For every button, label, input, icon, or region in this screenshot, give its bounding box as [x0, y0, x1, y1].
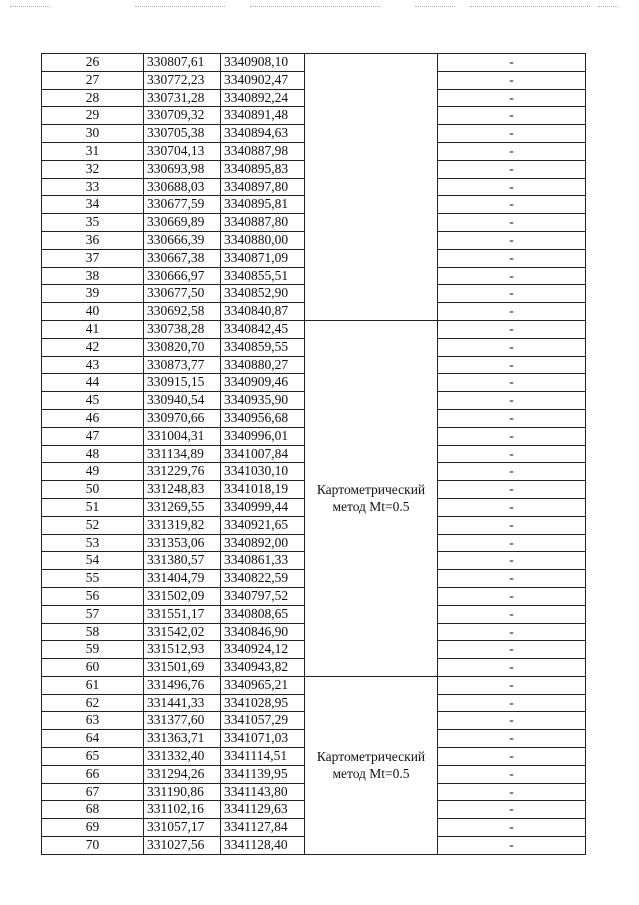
- coordinate-x: 331027,56: [144, 837, 221, 855]
- method-cell: [305, 676, 438, 854]
- note-cell: -: [438, 552, 586, 570]
- coordinate-y: 3340880,27: [221, 356, 305, 374]
- coordinate-x: 330915,15: [144, 374, 221, 392]
- coordinate-x: 330807,61: [144, 54, 221, 72]
- coordinate-x: 331229,76: [144, 463, 221, 481]
- coordinate-y: 3340956,68: [221, 409, 305, 427]
- note-cell: -: [438, 659, 586, 677]
- table-row: [42, 676, 586, 694]
- coordinate-y: 3340842,45: [221, 320, 305, 338]
- coordinate-x: 330940,54: [144, 392, 221, 410]
- coordinate-y: 3340935,90: [221, 392, 305, 410]
- note-cell: -: [438, 107, 586, 125]
- coordinate-y: 3340859,55: [221, 338, 305, 356]
- coordinate-y: 3340902,47: [221, 71, 305, 89]
- coordinate-y: 3340897,80: [221, 178, 305, 196]
- point-number: 62: [42, 694, 144, 712]
- point-number: 30: [42, 125, 144, 143]
- point-number: 40: [42, 303, 144, 321]
- note-cell: -: [438, 694, 586, 712]
- note-cell: -: [438, 837, 586, 855]
- coordinate-x: 331496,76: [144, 676, 221, 694]
- note-cell: -: [438, 498, 586, 516]
- point-number: 53: [42, 534, 144, 552]
- coordinate-y: 3340894,63: [221, 125, 305, 143]
- coordinate-x: 331294,26: [144, 765, 221, 783]
- coordinate-x: 330677,50: [144, 285, 221, 303]
- point-number: 38: [42, 267, 144, 285]
- point-number: 29: [42, 107, 144, 125]
- point-number: 39: [42, 285, 144, 303]
- coordinate-y: 3341128,40: [221, 837, 305, 855]
- point-number: 63: [42, 712, 144, 730]
- note-cell: -: [438, 356, 586, 374]
- coordinate-x: 330873,77: [144, 356, 221, 374]
- coordinate-x: 331551,17: [144, 605, 221, 623]
- point-number: 35: [42, 214, 144, 232]
- point-number: 65: [42, 748, 144, 766]
- coordinate-y: 3341139,95: [221, 765, 305, 783]
- coordinate-x: 331542,02: [144, 623, 221, 641]
- point-number: 64: [42, 730, 144, 748]
- point-number: 68: [42, 801, 144, 819]
- note-cell: -: [438, 534, 586, 552]
- table-row: [42, 320, 586, 338]
- note-cell: -: [438, 676, 586, 694]
- coordinate-y: 3340797,52: [221, 587, 305, 605]
- note-cell: -: [438, 267, 586, 285]
- coordinate-x: 330667,38: [144, 249, 221, 267]
- coordinate-y: 3340909,46: [221, 374, 305, 392]
- coordinate-x: 331501,69: [144, 659, 221, 677]
- point-number: 37: [42, 249, 144, 267]
- note-cell: -: [438, 463, 586, 481]
- coordinate-x: 330731,28: [144, 89, 221, 107]
- point-number: 60: [42, 659, 144, 677]
- note-cell: -: [438, 570, 586, 588]
- note-cell: -: [438, 801, 586, 819]
- scan-header-marks: [0, 6, 639, 10]
- coordinate-x: 330738,28: [144, 320, 221, 338]
- method-line-2: метод Mt=0.5: [332, 499, 410, 515]
- coordinate-x: 331512,93: [144, 641, 221, 659]
- coordinate-y: 3340880,00: [221, 231, 305, 249]
- coordinate-x: 331057,17: [144, 819, 221, 837]
- note-cell: -: [438, 160, 586, 178]
- coordinate-y: 3340840,87: [221, 303, 305, 321]
- method-cell: [305, 320, 438, 676]
- coordinate-y: 3340822,59: [221, 570, 305, 588]
- coordinate-x: 331441,33: [144, 694, 221, 712]
- coordinate-x: 330772,23: [144, 71, 221, 89]
- coordinate-y: 3340924,12: [221, 641, 305, 659]
- coordinate-x: 331502,09: [144, 587, 221, 605]
- point-number: 67: [42, 783, 144, 801]
- table-row: [42, 54, 586, 72]
- coordinate-x: 330666,97: [144, 267, 221, 285]
- point-number: 70: [42, 837, 144, 855]
- note-cell: -: [438, 712, 586, 730]
- coordinate-y: 3341018,19: [221, 481, 305, 499]
- coordinate-y: 3340921,65: [221, 516, 305, 534]
- coordinate-x: 331102,16: [144, 801, 221, 819]
- coordinate-x: 331404,79: [144, 570, 221, 588]
- note-cell: -: [438, 392, 586, 410]
- note-cell: -: [438, 605, 586, 623]
- point-number: 57: [42, 605, 144, 623]
- note-cell: -: [438, 641, 586, 659]
- note-cell: -: [438, 303, 586, 321]
- note-cell: -: [438, 54, 586, 72]
- coordinate-y: 3340846,90: [221, 623, 305, 641]
- note-cell: -: [438, 730, 586, 748]
- point-number: 33: [42, 178, 144, 196]
- point-number: 43: [42, 356, 144, 374]
- coordinate-x: 330705,38: [144, 125, 221, 143]
- point-number: 32: [42, 160, 144, 178]
- note-cell: -: [438, 178, 586, 196]
- note-cell: -: [438, 285, 586, 303]
- note-cell: -: [438, 516, 586, 534]
- point-number: 36: [42, 231, 144, 249]
- coordinate-y: 3340965,21: [221, 676, 305, 694]
- coordinate-x: 331319,82: [144, 516, 221, 534]
- point-number: 28: [42, 89, 144, 107]
- point-number: 69: [42, 819, 144, 837]
- coordinate-x: 330677,59: [144, 196, 221, 214]
- coordinate-y: 3341127,84: [221, 819, 305, 837]
- coordinate-y: 3340892,00: [221, 534, 305, 552]
- note-cell: -: [438, 783, 586, 801]
- point-number: 52: [42, 516, 144, 534]
- coordinate-y: 3340887,98: [221, 142, 305, 160]
- method-cell: [305, 54, 438, 321]
- note-cell: -: [438, 819, 586, 837]
- note-cell: -: [438, 249, 586, 267]
- point-number: 27: [42, 71, 144, 89]
- note-cell: -: [438, 427, 586, 445]
- point-number: 54: [42, 552, 144, 570]
- coordinate-y: 3340908,10: [221, 54, 305, 72]
- coordinate-x: 331377,60: [144, 712, 221, 730]
- coordinates-table-body: [42, 54, 586, 855]
- note-cell: -: [438, 748, 586, 766]
- point-number: 34: [42, 196, 144, 214]
- note-cell: -: [438, 409, 586, 427]
- point-number: 48: [42, 445, 144, 463]
- point-number: 58: [42, 623, 144, 641]
- coordinate-x: 330688,03: [144, 178, 221, 196]
- note-cell: -: [438, 445, 586, 463]
- coordinate-y: 3341143,80: [221, 783, 305, 801]
- point-number: 66: [42, 765, 144, 783]
- coordinate-x: 331363,71: [144, 730, 221, 748]
- method-line-1: Картометрический: [316, 482, 426, 498]
- coordinate-x: 331004,31: [144, 427, 221, 445]
- note-cell: -: [438, 231, 586, 249]
- coordinate-y: 3340996,01: [221, 427, 305, 445]
- coordinate-x: 331190,86: [144, 783, 221, 801]
- point-number: 61: [42, 676, 144, 694]
- coordinate-x: 331269,55: [144, 498, 221, 516]
- note-cell: -: [438, 374, 586, 392]
- coordinate-x: 330970,66: [144, 409, 221, 427]
- point-number: 56: [42, 587, 144, 605]
- point-number: 47: [42, 427, 144, 445]
- coordinate-y: 3340855,51: [221, 267, 305, 285]
- coordinate-x: 330666,39: [144, 231, 221, 249]
- note-cell: -: [438, 338, 586, 356]
- point-number: 46: [42, 409, 144, 427]
- coordinate-y: 3340887,80: [221, 214, 305, 232]
- point-number: 59: [42, 641, 144, 659]
- coordinate-y: 3340892,24: [221, 89, 305, 107]
- point-number: 31: [42, 142, 144, 160]
- point-number: 42: [42, 338, 144, 356]
- coordinate-y: 3341030,10: [221, 463, 305, 481]
- coordinate-x: 330709,32: [144, 107, 221, 125]
- coordinate-y: 3340871,09: [221, 249, 305, 267]
- coordinate-x: 330669,89: [144, 214, 221, 232]
- coordinate-x: 330704,13: [144, 142, 221, 160]
- coordinate-x: 331332,40: [144, 748, 221, 766]
- note-cell: -: [438, 196, 586, 214]
- coordinates-table: [41, 53, 586, 855]
- coordinate-y: 3341007,84: [221, 445, 305, 463]
- coordinate-x: 331248,83: [144, 481, 221, 499]
- point-number: 45: [42, 392, 144, 410]
- coordinate-y: 3340999,44: [221, 498, 305, 516]
- note-cell: -: [438, 71, 586, 89]
- coordinate-x: 331353,06: [144, 534, 221, 552]
- coordinate-y: 3340808,65: [221, 605, 305, 623]
- note-cell: -: [438, 142, 586, 160]
- coordinate-x: 330692,58: [144, 303, 221, 321]
- coordinate-y: 3340895,81: [221, 196, 305, 214]
- point-number: 44: [42, 374, 144, 392]
- note-cell: -: [438, 89, 586, 107]
- method-line-1: Картометрический: [316, 749, 426, 765]
- point-number: 49: [42, 463, 144, 481]
- note-cell: -: [438, 765, 586, 783]
- point-number: 51: [42, 498, 144, 516]
- note-cell: -: [438, 125, 586, 143]
- point-number: 41: [42, 320, 144, 338]
- coordinate-y: 3341114,51: [221, 748, 305, 766]
- coordinate-y: 3341057,29: [221, 712, 305, 730]
- method-line-2: метод Mt=0.5: [332, 766, 410, 782]
- note-cell: -: [438, 481, 586, 499]
- coordinate-y: 3341071,03: [221, 730, 305, 748]
- coordinate-x: 330693,98: [144, 160, 221, 178]
- note-cell: -: [438, 623, 586, 641]
- coordinate-y: 3340895,83: [221, 160, 305, 178]
- coordinate-y: 3340852,90: [221, 285, 305, 303]
- point-number: 26: [42, 54, 144, 72]
- point-number: 55: [42, 570, 144, 588]
- coordinate-y: 3340943,82: [221, 659, 305, 677]
- note-cell: -: [438, 320, 586, 338]
- point-number: 50: [42, 481, 144, 499]
- coordinate-y: 3340861,33: [221, 552, 305, 570]
- coordinate-y: 3341028,95: [221, 694, 305, 712]
- note-cell: -: [438, 214, 586, 232]
- coordinate-y: 3340891,48: [221, 107, 305, 125]
- note-cell: -: [438, 587, 586, 605]
- coordinate-x: 331134,89: [144, 445, 221, 463]
- coordinate-y: 3341129,63: [221, 801, 305, 819]
- coordinate-x: 331380,57: [144, 552, 221, 570]
- coordinate-x: 330820,70: [144, 338, 221, 356]
